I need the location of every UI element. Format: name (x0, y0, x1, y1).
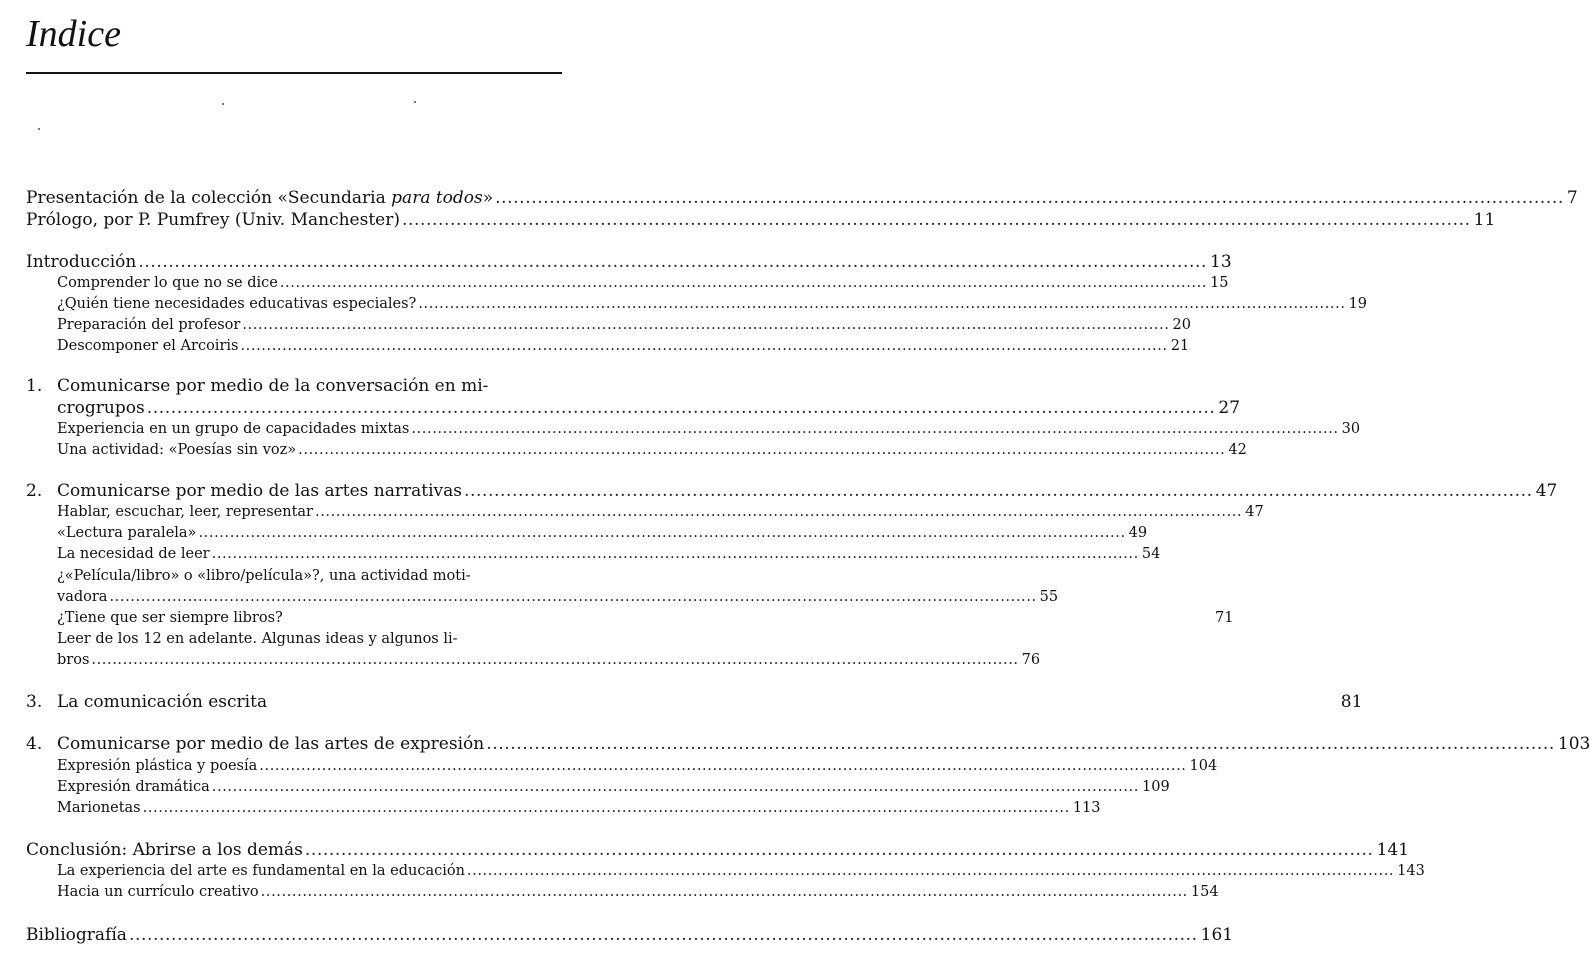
toc-entry-title: Introducción (26, 252, 137, 272)
toc-entry-title: Una actividad: «Poesías sin voz» (57, 442, 297, 458)
page-number: 21 (1170, 338, 1190, 354)
page-number: 27 (1218, 398, 1241, 418)
toc-chapter-3[interactable] (26, 692, 1363, 712)
chapter-number: 1. (26, 376, 43, 396)
toc-entry-plastica[interactable] (57, 756, 1218, 776)
dot-leader: .................................................................................................................................................................................. (211, 546, 1139, 562)
toc-entry-dramatica[interactable] (57, 777, 1170, 797)
dot-leader: .................................................................................................................................................................................. (240, 338, 1168, 354)
page-number: 54 (1141, 546, 1161, 562)
dot-leader: .................................................................................................................................................................................. (464, 481, 1533, 501)
toc-entry-leer12-line1[interactable]: Leer de los 12 en adelante. Algunas ideas y algunos li- (57, 631, 458, 647)
page-number: 13 (1210, 252, 1232, 272)
dot-leader: .................................................................................................................................................................................. (242, 317, 1170, 333)
toc-entry-title: Preparación del profesor (57, 317, 241, 333)
page-number: 71 (1215, 610, 1234, 626)
page-number: 47 (1245, 504, 1264, 520)
page-number: 55 (1039, 589, 1059, 605)
page-number: 103 (1557, 734, 1590, 754)
chapter-number: 3. (26, 692, 43, 712)
toc-entry-quien[interactable] (57, 294, 1368, 314)
page-number: 30 (1341, 421, 1361, 437)
toc-entry-lectura[interactable] (57, 523, 1148, 543)
dot-leader: .................................................................................................................................................................................. (418, 296, 1346, 312)
toc-entry-title: Comprender lo que no se dice (57, 275, 278, 291)
page-number: 141 (1376, 840, 1410, 860)
toc-entry-title: Experiencia en un grupo de capacidades mixtas (57, 421, 410, 437)
dot-leader: .................................................................................................................................................................................. (401, 210, 1471, 230)
toc-entry-title: crogrupos (57, 398, 145, 418)
toc-entry-title: Marionetas (57, 800, 141, 816)
toc-entry-title: Hacia un currículo creativo (57, 884, 259, 900)
page-number: 161 (1200, 925, 1234, 945)
toc-entry-experiencia[interactable] (57, 419, 1361, 439)
toc-entry-tiene[interactable] (57, 608, 1234, 628)
page-number: 143 (1397, 863, 1425, 879)
toc-entry-pelicula[interactable] (57, 587, 1059, 607)
toc-entry-title: Bibliografía (26, 925, 127, 945)
page-number: 20 (1172, 317, 1191, 333)
toc-entry-title: Descomponer el Arcoiris (57, 338, 239, 354)
toc-entry-comprender[interactable] (57, 273, 1229, 293)
toc-entry-title: Expresión plástica y poesía (57, 758, 258, 774)
toc-chapter-4[interactable] (26, 734, 1590, 754)
dot-leader: .................................................................................................................................................................................. (142, 800, 1070, 816)
toc-entry-title: bros (57, 652, 90, 668)
toc-entry-leer12[interactable] (57, 650, 1041, 670)
page-number: 76 (1021, 652, 1041, 668)
dot-leader: .................................................................................................................................................................................. (495, 188, 1564, 208)
toc-entry-title: Conclusión: Abrirse a los demás (26, 840, 303, 860)
toc-entry-title: ¿Quién tiene necesidades educativas especiales? (57, 296, 417, 312)
toc-entry-title: Hablar, escuchar, leer, representar (57, 504, 313, 520)
page-number: 81 (1340, 692, 1363, 712)
dot-leader: .................................................................................................................................................................................. (486, 734, 1555, 754)
toc-entry-title: Comunicarse por medio de las artes de expresión (57, 734, 485, 754)
toc-entry-bibliografia[interactable] (26, 925, 1234, 945)
dot-leader: .................................................................................................................................................................................. (211, 779, 1140, 795)
dot-leader: .................................................................................................................................................................................. (279, 275, 1208, 291)
toc-chapter-1[interactable] (57, 398, 1241, 418)
dot-leader: .................................................................................................................................................................................. (298, 442, 1226, 458)
page-number: 19 (1348, 296, 1368, 312)
toc-entry-descomponer[interactable] (57, 336, 1190, 356)
dot-leader: .................................................................................................................................................................................. (304, 840, 1374, 860)
dot-leader: .................................................................................................................................................................................. (259, 758, 1187, 774)
toc-entry-necesidad[interactable] (57, 544, 1161, 564)
page-number: 109 (1142, 779, 1170, 795)
toc-entry-marionetas[interactable] (57, 798, 1101, 818)
toc-entry-title: La comunicación escrita (57, 692, 268, 712)
dot-leader: .................................................................................................................................................................................. (466, 863, 1395, 879)
page-number: 11 (1473, 210, 1496, 230)
dot-leader: .................................................................................................................................................................................. (198, 525, 1126, 541)
toc-entry-title: vadora (57, 589, 108, 605)
chapter-number: 2. (26, 481, 43, 501)
toc-entry-title: «Lectura paralela» (57, 525, 197, 541)
toc-entry-title: Comunicarse por medio de la conversación en mi- (57, 376, 489, 396)
toc-entry-title: ¿Tiene que ser siempre libros? (57, 610, 283, 626)
toc-entry-pelicula-line1[interactable]: ¿«Película/libro» o «libro/película»?, una actividad moti- (57, 568, 471, 584)
toc-chapter-2[interactable] (26, 481, 1558, 501)
toc-entry-title: Comunicarse por medio de las artes narrativas (57, 481, 462, 501)
toc-entry-introduccion[interactable] (26, 252, 1232, 272)
toc-entry-title: Expresión dramática (57, 779, 210, 795)
page-number: 47 (1535, 481, 1558, 501)
dot-leader: .................................................................................................................................................................................. (109, 589, 1037, 605)
page-number: 113 (1072, 800, 1101, 816)
toc-entry-curriculo[interactable] (57, 882, 1219, 902)
dot-leader: .................................................................................................................................................................................. (146, 398, 1216, 418)
toc-entry-prologo[interactable] (26, 210, 1496, 230)
dot-leader: .................................................................................................................................................................................. (91, 652, 1019, 668)
toc-entry-title: La necesidad de leer (57, 546, 210, 562)
chapter-number: 4. (26, 734, 43, 754)
toc-entry-hablar[interactable] (57, 502, 1264, 522)
toc-chapter-1-line1[interactable] (26, 376, 488, 396)
toc-entry-arte[interactable] (57, 861, 1425, 881)
page-number: 7 (1566, 188, 1578, 208)
dot-leader: .................................................................................................................................................................................. (260, 884, 1188, 900)
toc-entry-title: Presentación de la colección «Secundaria para todos» (26, 188, 494, 208)
toc-entry-conclusion[interactable] (26, 840, 1410, 860)
toc-entry-actividad[interactable] (57, 440, 1247, 460)
page-number: 49 (1128, 525, 1148, 541)
page-number: 154 (1190, 884, 1219, 900)
toc-entry-title: La experiencia del arte es fundamental en la educación (57, 863, 465, 879)
page-number: 42 (1228, 442, 1247, 458)
toc-entry-preparacion[interactable] (57, 315, 1191, 335)
page-title: Indice (26, 13, 121, 55)
page-number: 104 (1189, 758, 1218, 774)
dot-leader: .................................................................................................................................................................................. (411, 421, 1339, 437)
dot-leader: .................................................................................................................................................................................. (314, 504, 1243, 520)
toc-entry-presentacion[interactable] (26, 188, 1578, 208)
dot-leader: .................................................................................................................................................................................. (138, 252, 1208, 272)
page-number: 15 (1210, 275, 1229, 291)
dot-leader: .................................................................................................................................................................................. (128, 925, 1198, 945)
toc-entry-title: Prólogo, por P. Pumfrey (Univ. Manchester) (26, 210, 400, 230)
